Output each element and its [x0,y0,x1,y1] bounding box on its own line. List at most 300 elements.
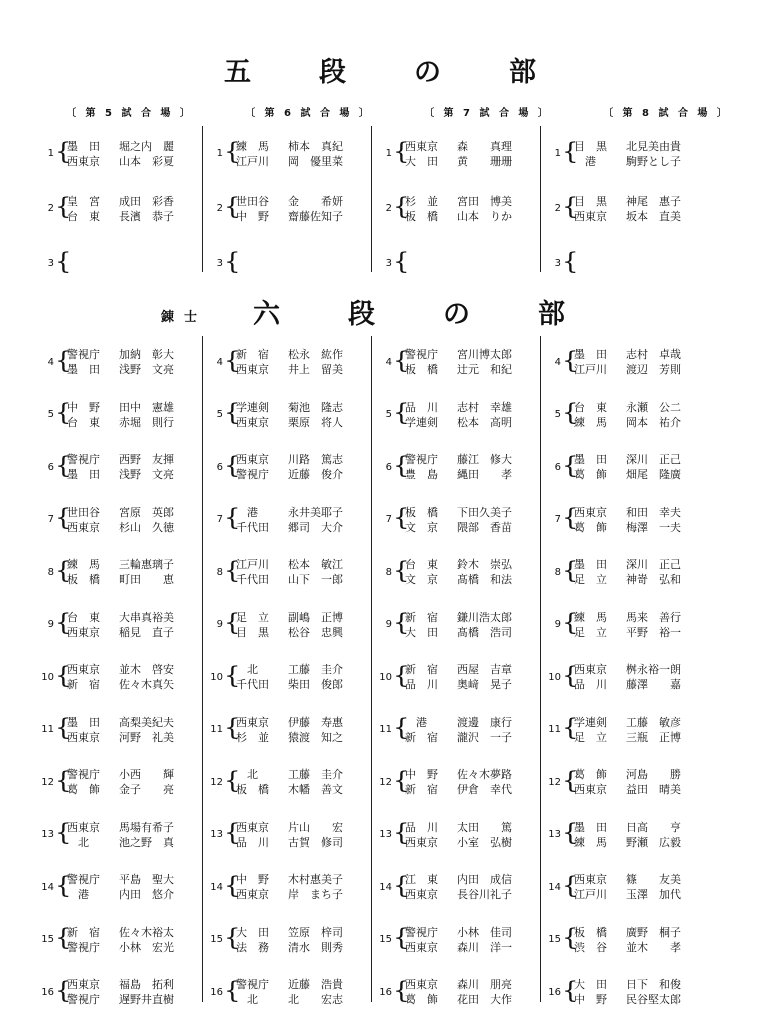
match-pair [574,557,708,587]
player-entry [405,730,539,745]
player-entry [405,452,539,467]
match-row [36,599,205,652]
match-number: 7 [216,514,223,526]
player-entry [67,782,201,797]
player-entry [405,715,539,730]
player-entry [67,139,201,154]
match-row [205,126,374,181]
player-affiliation: 中 野 [236,209,269,223]
match-row [543,494,703,547]
player-name: 佐々木裕太 [119,925,174,939]
match-pair [67,400,201,430]
match-number: 8 [554,566,561,578]
player-affiliation: 文 京 [405,520,438,534]
player-name: 桝永裕一朗 [626,663,681,677]
player-name: 河島 勝 [626,768,681,782]
player-entry [574,730,708,745]
player-name: 駒野とし子 [626,154,681,168]
player-affiliation: 千代田 [236,573,269,587]
player-affiliation: 板 橋 [67,573,100,587]
player-name: 大串真裕美 [119,610,174,624]
player-affiliation: 警視庁 [67,940,100,954]
pair-brace: { [55,193,72,221]
pair-brace: { [224,977,241,1005]
match-number: 15 [41,934,54,946]
player-affiliation: 西東京 [405,940,438,954]
player-entry [67,557,201,572]
match-pair [67,715,201,745]
pair-brace: { [562,662,579,690]
player-affiliation: 西東京 [405,139,438,153]
player-affiliation: 文 京 [405,573,438,587]
match-row [374,494,543,547]
player-affiliation: 大 田 [236,925,269,939]
player-name: 池之野 真 [119,835,174,849]
pair-brace: { [55,248,72,276]
match-pair [574,139,708,169]
match-row [374,389,543,442]
player-entry [236,362,370,377]
player-affiliation: 杉 並 [236,730,269,744]
player-name: 永井美耶子 [288,505,343,519]
player-affiliation: 西東京 [574,783,607,797]
player-entry [574,452,708,467]
match-number: 8 [47,566,54,578]
player-entry [236,520,370,535]
pair-brace: { [55,662,72,690]
player-entry [405,520,539,535]
match-row [36,861,205,914]
player-name: 井上 留美 [288,363,343,377]
player-name: 松永 紘作 [288,348,343,362]
player-affiliation: 葛 飾 [574,468,607,482]
venue-column [543,336,703,1006]
player-name: 馬場有希子 [119,820,174,834]
match-pair [236,139,370,169]
match-number: 8 [216,566,223,578]
match-pair [67,767,201,797]
player-entry [236,139,370,154]
player-name: 郷司 大介 [288,520,343,534]
player-affiliation: 新 宿 [405,610,438,624]
player-entry [574,139,708,154]
player-name: 山本 りか [457,209,512,223]
pair-brace: { [224,609,241,637]
match-row [543,966,703,1019]
match-number: 6 [216,461,223,473]
player-name: 小林 佳司 [457,925,512,939]
match-pair [236,557,370,587]
match-number: 12 [210,776,223,788]
match-row [543,236,703,291]
player-affiliation: 墨 田 [574,348,607,362]
player-entry [574,625,708,640]
player-name: 隈部 香苗 [457,520,512,534]
pair-brace: { [224,193,241,221]
pair-brace: { [562,557,579,585]
player-name: 森川 洋一 [457,940,512,954]
player-entry [574,977,708,992]
player-entry [236,872,370,887]
pair-brace: { [562,924,579,952]
player-entry [67,625,201,640]
player-affiliation: 警視庁 [405,348,438,362]
match-pair [405,505,539,535]
player-name: 猿渡 知之 [288,730,343,744]
match-row [205,704,374,757]
match-pair [236,977,370,1007]
player-entry [236,715,370,730]
player-entry [574,782,708,797]
player-affiliation: 法 務 [236,940,269,954]
player-entry [236,467,370,482]
match-pair [405,925,539,955]
match-number: 3 [554,258,561,269]
player-entry [236,625,370,640]
player-name: 志村 幸雄 [457,400,512,414]
player-affiliation: 警視庁 [67,348,100,362]
player-entry [574,715,708,730]
match-row [374,181,543,236]
player-entry [67,887,201,902]
player-entry [405,662,539,677]
match-row [374,336,543,389]
match-pair [236,610,370,640]
player-entry [236,557,370,572]
player-name: 伊倉 幸代 [457,783,512,797]
player-entry [67,767,201,782]
player-affiliation: 足 立 [574,730,607,744]
venue-column [205,336,374,1006]
player-affiliation: 渋 谷 [574,940,607,954]
player-entry [67,520,201,535]
player-affiliation: 台 東 [67,415,100,429]
player-entry [236,662,370,677]
match-row [543,389,703,442]
match-number: 5 [47,409,54,421]
match-number: 15 [548,934,561,946]
player-name: 赤堀 則行 [119,415,174,429]
player-entry [236,572,370,587]
player-name: 片山 宏 [288,820,343,834]
match-pair [574,977,708,1007]
match-pair [236,194,370,224]
player-name: 宮原 英郎 [119,505,174,519]
player-entry [405,782,539,797]
godan-section [36,126,752,276]
player-name: 松本 高明 [457,415,512,429]
player-affiliation: 千代田 [236,678,269,692]
player-entry [405,872,539,887]
match-pair [405,347,539,377]
player-entry [236,887,370,902]
player-name: 加納 彰大 [119,348,174,362]
player-affiliation: 葛 飾 [574,768,607,782]
match-number: 15 [210,934,223,946]
renshi-label: 錬士 [160,310,207,325]
player-entry [574,347,708,362]
match-pair [405,139,539,169]
match-number: 13 [379,829,392,841]
player-name: 日高 亨 [626,820,681,834]
player-name: 河野 礼美 [119,730,174,744]
player-name: 藤澤 嘉 [626,678,681,692]
match-row [543,809,703,862]
match-row [205,181,374,236]
player-entry [236,154,370,169]
pair-brace: { [55,924,72,952]
player-affiliation: 西東京 [236,453,269,467]
player-entry [405,835,539,850]
player-entry [236,820,370,835]
player-name: 小西 輝 [119,768,174,782]
match-number: 13 [210,829,223,841]
match-row [36,441,205,494]
player-name: 和田 幸夫 [626,505,681,519]
player-name: 藤江 修大 [457,453,512,467]
player-affiliation: 中 野 [236,873,269,887]
player-name: 柿本 真紀 [288,139,343,153]
match-pair [67,139,201,169]
pair-brace: { [55,399,72,427]
match-number: 5 [385,409,392,421]
player-affiliation: 墨 田 [67,715,100,729]
player-entry [236,452,370,467]
player-affiliation: 西東京 [67,730,100,744]
title-char: 段 [348,299,375,330]
godan-title [0,50,760,89]
player-name: 志村 卓哉 [626,348,681,362]
match-number: 10 [41,671,54,683]
player-entry [405,557,539,572]
match-number: 11 [41,724,54,736]
player-name: 工藤 圭介 [288,663,343,677]
player-entry [236,347,370,362]
match-row [36,914,205,967]
player-affiliation: 台 東 [67,209,100,223]
match-number: 9 [47,619,54,631]
player-name: 佐々木真矢 [119,678,174,692]
player-affiliation: 新 宿 [67,678,100,692]
player-name: 岸 まち子 [288,888,343,902]
pair-brace: { [393,977,410,1005]
pair-brace: { [55,504,72,532]
player-name: 日下 和俊 [626,978,681,992]
match-number: 11 [548,724,561,736]
match-number: 3 [385,258,392,269]
match-row [374,809,543,862]
player-affiliation: 杉 並 [405,194,438,208]
player-affiliation: 西東京 [405,978,438,992]
pair-brace: { [393,452,410,480]
match-number: 2 [47,203,54,214]
player-affiliation: 西東京 [405,835,438,849]
match-row [374,126,543,181]
player-affiliation: 江戸川 [236,558,269,572]
match-row [543,181,703,236]
player-entry [574,505,708,520]
match-number: 4 [554,356,561,368]
player-entry [236,730,370,745]
pair-brace: { [393,248,410,276]
player-name: 田中 憲雄 [119,400,174,414]
match-number: 1 [47,148,54,159]
match-pair [236,347,370,377]
match-number: 3 [47,258,54,269]
match-pair [67,194,201,224]
player-name: 益田 晴美 [626,783,681,797]
match-row [374,599,543,652]
match-row [205,389,374,442]
match-pair [574,820,708,850]
player-affiliation: 世田谷 [236,194,269,208]
player-entry [405,610,539,625]
player-name: 杉山 久徳 [119,520,174,534]
player-entry [405,925,539,940]
pair-brace: { [224,819,241,847]
pair-brace: { [224,662,241,690]
pair-brace: { [393,872,410,900]
player-name: 瀧沢 一子 [457,730,512,744]
player-entry [67,610,201,625]
match-pair [67,557,201,587]
player-affiliation: 新 宿 [405,730,438,744]
player-affiliation: 板 橋 [574,925,607,939]
player-affiliation: 大 田 [405,625,438,639]
player-name: 古賀 修司 [288,835,343,849]
player-affiliation: 台 東 [574,400,607,414]
player-entry [67,925,201,940]
match-number: 7 [47,514,54,526]
player-affiliation: 墨 田 [67,468,100,482]
match-number: 2 [554,203,561,214]
match-pair [405,820,539,850]
pair-brace: { [55,452,72,480]
player-affiliation: 西東京 [236,888,269,902]
player-affiliation: 新 宿 [236,348,269,362]
match-pair [405,610,539,640]
pair-brace: { [393,662,410,690]
player-entry [574,154,708,169]
player-affiliation: 西東京 [405,888,438,902]
pair-brace: { [55,819,72,847]
match-row [374,756,543,809]
player-affiliation: 目 黒 [574,194,607,208]
player-entry [574,572,708,587]
player-affiliation: 板 橋 [405,209,438,223]
player-affiliation: 練 馬 [574,610,607,624]
player-entry [67,452,201,467]
player-affiliation: 中 野 [67,400,100,414]
player-name: 工藤 圭介 [288,768,343,782]
match-number: 2 [216,203,223,214]
match-row [543,756,703,809]
player-affiliation: 西東京 [574,505,607,519]
match-pair [236,452,370,482]
player-affiliation: 西東京 [67,625,100,639]
player-name: 西野 友揮 [119,453,174,467]
player-name: 齋藤佐知子 [288,209,343,223]
match-number: 11 [379,724,392,736]
player-name: 髙橋 和法 [457,573,512,587]
player-name: 栗原 将人 [288,415,343,429]
player-name: 太田 篤 [457,820,512,834]
player-name: 深川 正己 [626,558,681,572]
match-pair [574,452,708,482]
match-pair [405,452,539,482]
pair-brace: { [393,609,410,637]
match-number: 16 [548,986,561,998]
match-row [36,966,205,1019]
match-pair [236,767,370,797]
match-number: 1 [385,148,392,159]
player-name: 近藤 浩貴 [288,978,343,992]
match-pair [67,610,201,640]
match-row [36,126,205,181]
player-entry [67,572,201,587]
pair-brace: { [562,347,579,375]
player-entry [405,887,539,902]
match-number: 16 [41,986,54,998]
player-entry [405,415,539,430]
player-affiliation: 西東京 [67,154,100,168]
player-name: 木幡 善文 [288,783,343,797]
pair-brace: { [55,977,72,1005]
match-row [205,651,374,704]
player-entry [67,820,201,835]
match-pair [574,872,708,902]
match-number: 7 [554,514,561,526]
player-affiliation: 警視庁 [405,925,438,939]
player-affiliation: 千代田 [236,520,269,534]
match-row [36,494,205,547]
player-name: 鎌川浩太郎 [457,610,512,624]
player-entry [405,992,539,1007]
player-name: 稲見 直子 [119,625,174,639]
match-row [36,809,205,862]
player-name: 成田 彩香 [119,194,174,208]
player-affiliation: 江戸川 [574,363,607,377]
match-number: 6 [385,461,392,473]
match-row [36,389,205,442]
pair-brace: { [393,819,410,847]
player-name: 堀之内 麗 [119,139,174,153]
pair-brace: { [562,819,579,847]
match-pair [236,820,370,850]
match-number: 13 [41,829,54,841]
player-affiliation: 江 東 [405,873,438,887]
player-affiliation: 台 東 [405,558,438,572]
player-entry [67,677,201,692]
player-entry [236,610,370,625]
player-name: 北見美由貴 [626,139,681,153]
player-affiliation: 足 立 [574,573,607,587]
player-name: 西屋 吉章 [457,663,512,677]
player-affiliation: 西東京 [67,520,100,534]
player-affiliation: 墨 田 [574,453,607,467]
player-name: 笠原 梓司 [288,925,343,939]
pair-brace: { [562,504,579,532]
match-row [36,546,205,599]
player-entry [236,400,370,415]
match-row [36,756,205,809]
player-affiliation: 品 川 [405,820,438,834]
player-name: 鈴木 崇弘 [457,558,512,572]
match-pair [574,925,708,955]
match-pair [405,557,539,587]
player-name: 佐々木夢路 [457,768,512,782]
match-number: 10 [548,671,561,683]
